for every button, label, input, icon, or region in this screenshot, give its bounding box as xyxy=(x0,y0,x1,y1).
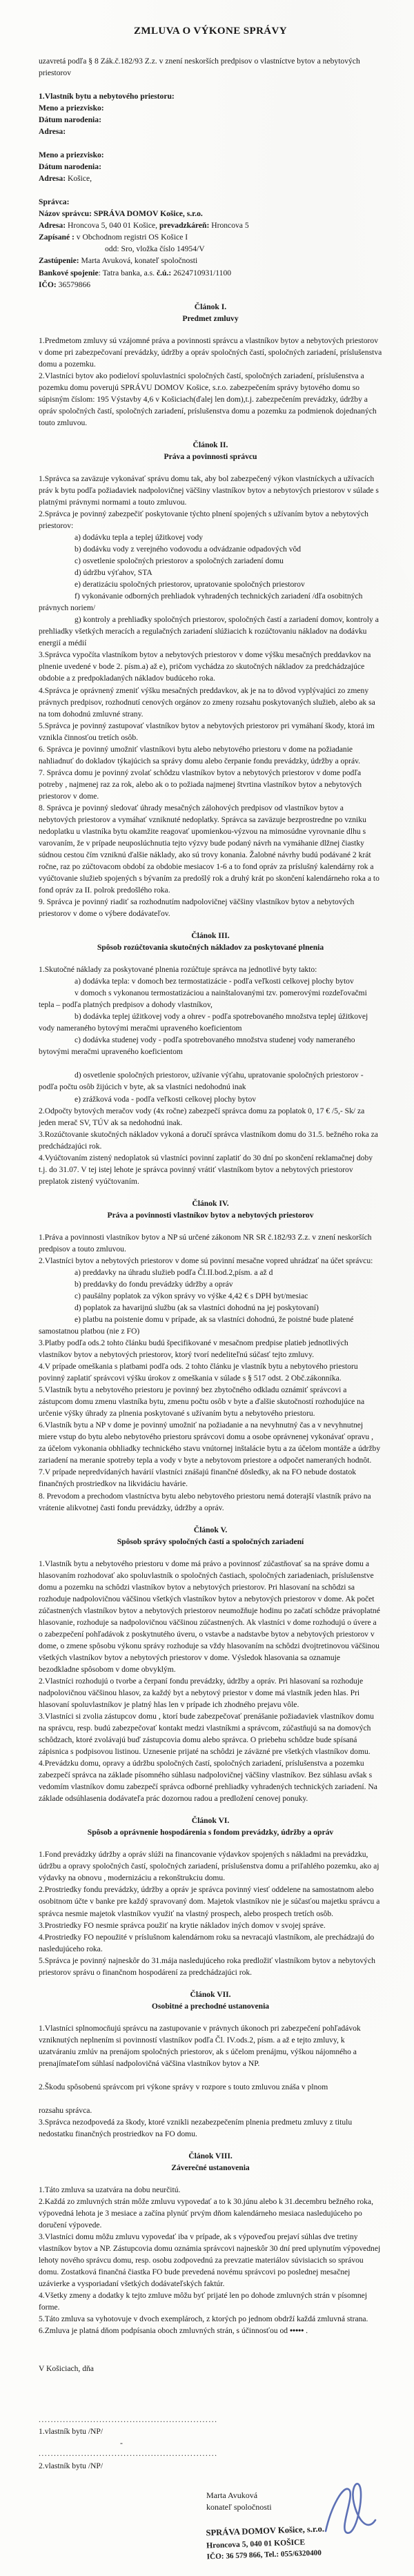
contract-paragraph: b) dodávku vody z verejného vodovodu a odvádzanie odpadových vôd xyxy=(75,545,302,554)
contract-paragraph: 2.Prostriedky fondu prevádzky, údržby a opráv je správca povinný viesť oddelene na samostatnom alebo osobitnom účte v banke pre každý spravovaný dom. Majetok vlastníkov nie je súčasťou majetku správcu a správca nesmie majetok vlastníkov využiť na vlastný prospech, alebo prospech tretích osôb. xyxy=(39,1885,380,1918)
contract-paragraph: 5.Správca je povinný najneskôr do 31.mája nasledujúceho roka predložiť vlastníkom bytov a nebytových priestorov správu o finančnom hospodárení za predchádzajúci rok. xyxy=(39,1955,375,1977)
article-number: Článok V. xyxy=(193,1525,228,1534)
article-5 xyxy=(39,1524,382,1805)
article-body xyxy=(39,473,382,919)
contract-paragraph: 1.Práva a povinnosti vlastníkov bytov a NP sú určené zákonom NR SR č.182/93 Z.z. v znení neskorších predpisov a touto zmluvou. xyxy=(39,1232,372,1253)
spacer xyxy=(39,184,382,196)
party-line: Dátum narodenia: xyxy=(39,162,101,172)
party-line: Zapísané : v Obchodnom registri OS Košice I xyxy=(39,233,188,242)
article-number: Článok VII. xyxy=(190,1989,231,1999)
party-line: Adresa: xyxy=(39,127,66,137)
contract-paragraph: 1.Vlastník bytu a nebytového priestoru v dome má právo a povinnosť zúčastňovať sa na správe domu a hlasovaním rozhodovať ako spoluvlastník o spoločných častiach, spoločných zariadeniach, príslušenstve domu a pozemku na schôdzi vlastníkov bytov a nebytových priestorov. Pri hlasovaní na schôdzi sa rozhoduje nadpolovičnou väčšinou všetkých vlastníkov bytov a nebytových priestorov v dome. Ak počet zúčastnených vlastníkov bytov a nebytových priestorov neumožňuje hodinu po začatí schôdze právoplatné hlasovanie, rozhoduje sa nadpolovičnou väčšinou zúčastnených. Ak vlastníci v dome rozhodujú o úvere a o zabezpečení pohľadávok z poskytnutého úveru, o vstavbe a nadstavbe bytov a nebytových priestorov v dome, o zmene spôsobu výkonu správy rozhoduje sa vždy hlasovaním na schôdzi dvojtretinovou väčšinou všetkých vlastníkov bytov a nebytových priestorov v dome. Výsledok hlasovania sa oznamuje bezodkladne spôsobom v dome obvyklým. xyxy=(39,1559,380,1674)
party-block xyxy=(39,102,382,290)
stamp-address: Hroncova 5, 040 01 KOŠICE xyxy=(206,2537,306,2550)
contract-paragraph: a) dodávka tepla: v domoch bez termostatizácie - podľa veľkosti celkovej plochy bytov xyxy=(75,977,354,986)
contract-paragraph: 5.Správca je povinný zastupovať vlastníkov bytov a nebytových priestorov pri vymáhaní škody, ktorá im vznikla činnosťou tretích osôb. xyxy=(39,721,375,742)
stamp-ico-tel: IČO: 36 579 866, Tel.: 055/6320400 xyxy=(206,2548,322,2561)
owner-section-heading: 1.Vlastník bytu a nebytového priestoru: xyxy=(39,92,175,101)
article-6 xyxy=(39,1815,382,1978)
contract-paragraph: b) preddavky do fondu prevádzky údržby a opráv xyxy=(75,1279,233,1289)
contract-paragraph: 5.Vlastník bytu a nebytového priestoru je povinný bez zbytočného odkladu oznámiť správcovi a zástupcom domu zmenu vlastníka bytu, zmenu počtu osôb v byte a ďalšie skutočností rozhodujúce na určenie výšky úhrady za plnenia poskytované s užívaním bytu a nebytového priestoru. xyxy=(39,1385,365,1418)
contract-paragraph: 1.Predmetom zmluvy sú vzájomné práva a povinnosti správcu a vlastníkov bytov a nebytových priestorov v dome pri zabezpečovaní prevádzky, údržby a opráv spoločných častí, spoločných zariadení, príslušenstva domu a pozemku. xyxy=(39,335,382,369)
party-line: odd: Sro, vložka číslo 14954/V xyxy=(105,244,205,254)
contract-paragraph: 3.Vlastníci si zvolia zástupcov domu , ktorí bude zabezpečovať prenášanie požiadaviek vlastníkov domu na správcu, resp. budú zabezpečovať kontakt medzi vlastníkmi a správcom, zúčastňujú sa na domových schôdzach, ktoré zvolávajú buď zástupcovia domu alebo správca. O priebehu schôdze bude spísaná zápisnica s podpisovou listinou. Uznesenie prijaté na schôdzi je záväzné pre všetkých vlastníkov domu. xyxy=(39,1712,374,1757)
contract-paragraph: 5.Táto zmluva sa vyhotovuje v dvoch exemplároch, z ktorých po jednom obdrží každá zmluvná strana. xyxy=(39,2314,368,2324)
contract-paragraph: 2.Škodu spôsobenú správcom pri výkone správy v rozpore s touto zmluvou znáša v plnom xyxy=(39,2082,328,2091)
article-number: Článok VI. xyxy=(191,1816,230,1826)
document-title: ZMLUVA O VÝKONE SPRÁVY xyxy=(133,26,288,37)
stamp-company-name: SPRÁVA DOMOV Košice, s.r.o. xyxy=(206,2524,325,2538)
article-body xyxy=(39,2184,382,2336)
party-line: Správca: xyxy=(39,197,70,207)
contract-paragraph: 6. Správca je povinný umožniť vlastníkovi bytu alebo nebytového priestoru v dome na požiadanie nahliadnuť do dokladov týkajúcich sa správy domu alebo čerpanie fondu prevádzky, údržby a opráv. xyxy=(39,744,361,765)
contract-paragraph: c) paušálny poplatok za výkon správy vo výške 4,42 € s DPH byt/mesiac xyxy=(75,1291,308,1300)
contract-paragraph: 2.Vlastníci bytov a nebytových priestorov v dome sú povinní mesačne vopred uhrádzať na účet správcu: xyxy=(39,1256,373,1265)
spacer xyxy=(39,79,382,90)
article-4 xyxy=(39,1198,382,1514)
article-3 xyxy=(39,930,382,1187)
article-number: Článok II. xyxy=(193,440,228,449)
place-date-line: V Košiciach, dňa xyxy=(39,2364,94,2374)
article-body xyxy=(39,335,382,429)
contract-paragraph: 4.Správca je oprávnený zmeniť výšku mesačných preddavkov, ak je na to dôvod vyplývajúci zo zmeny právnych predpisov, rozhodnutí cenových orgánov zo zmeny rozsahu poskytovaných služieb, alebo ak sa na tom dohodnú zmluvné strany. xyxy=(39,685,375,719)
article-title: Osobitné a prechodné ustanovenia xyxy=(151,2001,270,2011)
separator-dash: - xyxy=(120,2438,123,2448)
contract-paragraph: e) deratizáciu spoločných priestorov, upratovanie spoločných priestorov xyxy=(75,580,305,589)
article-title: Spôsob správy spoločných častí a spoločných zariadení xyxy=(117,1536,304,1546)
contract-paragraph: 2.Každá zo zmluvných strán môže zmluvu vypovedať a to k 30.júnu alebo k 31.decembru bežného roka, výpovedná lehota je 3 mesiace a začína plynúť prvým dňom kalendárneho mesiaca nasledujúceho po doručení výpovede. xyxy=(39,2197,373,2230)
article-2 xyxy=(39,439,382,919)
article-body xyxy=(39,2022,382,2140)
contract-paragraph: d) údržbu výťahov, STA xyxy=(75,568,152,578)
contract-paragraph: 3.Vlastníci domu môžu zmluvu vypovedať iba v prípade, ak s výpoveďou prejaví súhlas dve tretiny vlastníkov bytov a NP. Zástupcovia domu oznámia správcovi najneskôr 30 dní pred uplynutím výpovednej lehoty nového správcu domu, resp. osobu zodpovednú za prevzatie materiálov súvisiacich so správou domu. Zostatková finančná čiastka FO bude prevedená novému správcovi po poslednej mesačnej uzávierke a vysporiadaní všetkých dodávateľských faktúr. xyxy=(39,2232,381,2289)
closing-block xyxy=(39,2363,382,2559)
contract-paragraph: b) dodávka teplej úžitkovej vody a ohrev - podľa spotrebovaného množstva teplej úžitkovej vody nameraného bytovými meračmi upraveného koeficientom xyxy=(39,1012,368,1033)
contract-paragraph: 7. Správca domu je povinný zvolať schôdzu vlastníkov bytov a nebytových priestorov v dome podľa potreby , najmenej raz za rok, alebo ak o to požiada najmenej štvrtina vlastníkov bytov a nebytových priestorov v dome. xyxy=(39,768,362,801)
contract-paragraph: 4.Všetky zmeny a dodatky k tejto zmluve môžu byť prijaté len po dohode zmluvných strán v písomnej forme. xyxy=(39,2291,368,2312)
contract-paragraph: 7.V prípade nepredvídaných havárií vlastníci znášajú finančné dôsledky, ak na FO nebude dostatok finančných prostriedkov na likvidáciu havárie. xyxy=(39,1467,357,1489)
contract-paragraph: 2.Správca je povinný zabezpečiť poskytovanie týchto plnení spojených s užívaním bytov a nebytových priestorov: xyxy=(39,509,368,531)
party-line: Bankové spojenie: Tatra banka, a.s. č.ú.: 2624710931/1100 xyxy=(39,268,232,277)
manager-signature-area xyxy=(206,2490,382,2559)
spacer xyxy=(39,137,382,149)
contract-paragraph: a) dodávku tepla a teplej úžitkovej vody xyxy=(75,533,204,543)
party-line: Dátum narodenia: xyxy=(39,115,101,125)
signature-line-1: ........................................................... xyxy=(39,2414,218,2424)
article-title: Spôsob rozúčtovania skutočných nákladov za poskytované plnenia xyxy=(97,943,324,953)
document-subtitle: uzavretá podľa § 8 Zák.č.182/93 Z.z. v znení neskorších predpisov o vlastníctve bytov a nebytových priestorov xyxy=(39,57,360,78)
contract-paragraph: 3.Prostriedky FO nesmie správca použiť na krytie nákladov iných domov v svojej správe. xyxy=(39,1920,326,1930)
article-body xyxy=(39,1558,382,1805)
owner-signature-area xyxy=(39,2414,225,2472)
contract-paragraph: d) osvetlenie spoločných priestorov, užívanie výťahu, upratovanie spoločných priestorov - podľa počtu osôb žijúcich v byte, ak sa vlastníci nedohodnú inak xyxy=(39,1071,364,1092)
contract-paragraph: 3.Správca vypočíta vlastníkom bytov a nebytových priestorov v dome výšku mesačných preddavkov na plnenie uvedené v bode 2. písm.a) až e), pričom vychádza zo skutočných nákladov za predchádzajúce obdobie a z predpokladaných nákladov budúceho roka. xyxy=(39,650,371,683)
party-line: Meno a priezvisko: xyxy=(39,104,104,113)
contract-paragraph: 6.Vlastník bytu a NP v dome je povinný umožniť na požiadanie a na nevyhnutný čas a v nevyhnutnej miere vstup do bytu alebo nebytového priestoru správcovi domu a osobe oprávnenej vykonávať opravu , za účelom vykonania obhliadky technického stavu vnútornej inštalácie bytu a za účelom montáže a údržby zariadení na meranie spotreby tepla a vody v byte a nebytovom priestore a odpočet nameraných hodnôt. xyxy=(39,1421,381,1465)
contract-paragraph: 4.Prostriedky FO nepoužité v príslušnom kalendárnom roku sa nevracajú vlastníkom, ale prechádzajú do nasledujúceho roka. xyxy=(39,1932,375,1953)
company-stamp xyxy=(206,2520,383,2562)
party-line: Meno a priezvisko: xyxy=(39,150,104,160)
contract-paragraph: c) osvetlenie spoločných priestorov a spoločných zariadení domu xyxy=(75,556,284,566)
contract-paragraph: 1.Skutočné náklady za poskytované plnenia rozúčtuje správca na jednotlivé byty takto: xyxy=(39,965,317,975)
article-body xyxy=(39,1848,382,1978)
article-1 xyxy=(39,301,382,429)
contract-paragraph: e) platbu na poistenie domu v prípade, ak sa vlastníci dohodnú, že poistné bude platené samostatnou platbou (nie z FO) xyxy=(39,1315,354,1336)
contract-paragraph: f) vykonávanie odborných prehliadok vyhradených technických zariadení /dľa osobitných právnych noriem/ xyxy=(39,592,363,613)
contract-paragraph: 4.Prevádzku domu, opravy a údržbu spoločných častí, spoločných zariadení, príslušenstva a pozemku zabezpečí správca na základe písomného súhlasu nadpolovičnej väčšiny vlastníkov. Bez súhlasu avšak s vedomím vlastníkov domu zabezpečí správca odborné prehliadky vyhradených technických zariadení. Na základe odsúhlasenia dodávateľa prác dozornou radou a predložení cenovej ponuky. xyxy=(39,1759,377,1804)
contract-paragraph: 4.V prípade omeškania s platbami podľa ods. 2 tohto článku je vlastník bytu a nebytového priestoru povinný zaplatiť správcovi výšku úrokov z omeškania v súlade s § 517 odst. 2 Obč.zákonníka. xyxy=(39,1362,358,1383)
party-line: Adresa: Košice, xyxy=(39,174,92,184)
article-body xyxy=(39,964,382,1187)
article-body xyxy=(39,1231,382,1514)
signature-label-2: 2.vlastník bytu /NP/ xyxy=(39,2461,103,2470)
article-title: Práva a povinnosti vlastníkov bytov a nebytových priestorov xyxy=(107,1210,314,1220)
contract-paragraph: v domoch s vykonanou termostatizáciou a nainštalovanými tzv. pomerovými rozdeľovačmi tepla – podľa platných predpisov a dohody vlastníkov, xyxy=(39,988,367,1010)
article-title: Záverečné ustanovenia xyxy=(171,2163,250,2173)
article-number: Článok VIII. xyxy=(188,2151,233,2161)
contract-paragraph: 1.Správca sa zaväzuje vykonávať správu domu tak, aby bol zabezpečený výkon vlastníckych a užívacích práv k bytu podľa požiadaviek nadpolovičnej väčšiny vlastníkov bytov a nebytových priestorov v súlade s platnými právnymi normami a touto zmluvou. xyxy=(39,474,379,507)
article-number: Článok III. xyxy=(191,931,230,941)
party-line: Názov správcu: SPRÁVA DOMOV Košice, s.r.o. xyxy=(39,209,203,219)
article-number: Článok I. xyxy=(194,302,227,311)
contract-paragraph: 3.Platby podľa ods.2 tohto článku budú špecifikované v mesačnom predpise platieb jednotlivých vlastníkov bytov a nebytových priestorov, ktorý tvorí nedeliteľnú súčasť tejto zmluvy. xyxy=(39,1338,348,1360)
contract-paragraph: 1.Vlastníci splnomocňujú správcu na zastupovanie v právnych úkonoch pri zabezpečení pohľadávok vzniknutých neplnením si povinností vlastníkov podľa Čl. IV.ods.2, písm. a až e tejto zmluvy, k uzatváraniu zmlúv na prenájom spoločných priestorov, ak s účelom prenájmu, výškou nájomného a prenajímateľom súhlasí nadpolovičná väčšina vlastníkov bytov a NP. xyxy=(39,2023,361,2068)
party-line: IČO: 36579866 xyxy=(39,280,91,289)
representative-role: konateľ spoločnosti xyxy=(206,2502,272,2512)
contract-paragraph: e) zrážková voda - podľa veľkosti celkovej plochy bytov xyxy=(75,1094,257,1104)
signature-line-2: ........................................................... xyxy=(39,2449,218,2459)
contract-paragraph: 3.Správca nezodpovedá za škody, ktoré vznikli nezabezpečením plnenia predmetu zmluvy z titulu nedostatku finančných prostriedkov na FO domu. xyxy=(39,2117,353,2138)
contract-paragraph: 3.Rozúčtovanie skutočných nákladov vykoná a doručí správca vlastníkom domu do 31.5. bežného roka za predchádzajúci rok. xyxy=(39,1129,378,1151)
contract-paragraph: 2.Vlastníci bytov ako podieloví spoluvlastníci spoločných častí, spoločných zariadení, príslušenstva a pozemku domu poverujú SPRÁVU DOMOV Košice, s.r.o. zabezpečením správy bytového domu so súpisným číslom: 195 Výstavby 4,6 v Košiciach(ďalej len dom),t.j. zabezpečením prevádzky, údržby a opráv spoločných častí, spoločných zariadení, príslušenstva domu a pozemku za podmienok dojednaných touto zmluvou. xyxy=(39,371,377,427)
contract-paragraph: 1.Fond prevádzky údržby a opráv slúži na financovanie výdavkov spojených s nákladmi na prevádzku, údržbu a opravy spoločných častí, spoločných zariadení, príslušenstva domu a priľahlého pozemku, ako aj výdavky na obnovu , modernizáciu a rekonštrukciu domu. xyxy=(39,1850,379,1883)
article-number: Článok IV. xyxy=(192,1198,229,1208)
signature-label-1: 1.vlastník bytu /NP/ xyxy=(39,2426,103,2436)
contract-paragraph: 2.Odpočty bytových meračov vody (4x ročne) zabezpečí správca domu za poplatok 0, 17 € /5,- Sk/ za jeden merač SV, TÚV ak sa nedohodnú inak. xyxy=(39,1106,365,1127)
representative-name: Marta Avuková xyxy=(206,2490,258,2500)
contract-paragraph: 2.Vlastníci rozhodujú o tvorbe a čerpaní fondu prevádzky, údržby a opráv. Pri hlasovaní sa rozhoduje nadpolovičnou väčšinou hlasov, za každý byt a nebytový priestor v dome má vlastník jeden hlas. Pri hlasovaní spoluvlastníkov je platný hlas len v prípade ich zhodného prejavu vôle. xyxy=(39,1676,364,1710)
contract-paragraph: 4.Vyúčtovaním zistený nedoplatok sú vlastníci povinní zaplatiť do 30 dní po skončení reklamačnej doby t.j. do 31.07. V tej istej lehote je správca povinný vrátiť vlastníkom bytov a nebytových priestorov preplatok zistený vyúčtovaním. xyxy=(39,1153,373,1186)
contract-paragraph: a) preddavky na úhradu služieb podľa Čl.II.bod.2,písm. a až d xyxy=(75,1267,273,1277)
article-title: Práva a povinnosti správcu xyxy=(164,451,257,461)
party-line: Zastúpenie: Marta Avuková, konateľ spoločnosti xyxy=(39,256,198,266)
contract-paragraph: 8. Správca je povinný sledovať úhrady mesačných zálohových predpisov od vlastníkov bytov a nebytových priestorov a vymáhať vzniknuté nedoplatky. Správca sa zaväzuje bezprostredne po vzniku nedoplatku u vlastníka bytu okamžite reagovať upomienkou-výzvou na mimosúdne vyrovnanie dlhu s varovaním, že v prípade neuposlúchnutia tejto výzvy bude podaný návrh na vymáhanie dlžnej čiastky súdnou cestou čím vzniknú ďalšie náklady, ako sú trovy konania. Žalobné návrhy budú podávané 2 krát ročne, raz po zúčtovacom období za obdobie mesiacov 1-6 a to fond opráv za príslušný kalendárny rok a vyúčtovanie služieb spojených s bývaním za predošlý rok a druhý krát po skončení kalendárneho roka a to fond opráv za II. polrok predošlého roka. xyxy=(39,803,379,895)
article-title: Predmet zmluvy xyxy=(182,313,239,323)
contract-paragraph: d) poplatok za havarijnú službu (ak sa vlastníci dohodnú na jej poskytovaní) xyxy=(75,1303,319,1313)
contract-paragraph: 1.Táto zmluva sa uzatvára na dobu neurčitú. xyxy=(39,2185,181,2195)
contract-paragraph: c) dodávka studenej vody - podľa spotrebovaného množstva studenej vody nameraného bytovými meračmi upraveného koeficientom xyxy=(39,1035,355,1057)
article-title: Spôsob a oprávnenie hospodárenia s fondom prevádzky, údržby a opráv xyxy=(87,1828,334,1837)
contract-paragraph: 8. Prevodom a prechodom vlastníctva bytu alebo nebytového priestoru nemá doterajší vlastník právo na vrátenie alikvotnej časti fondu prevádzky, údržby a opráv. xyxy=(39,1491,371,1512)
contract-paragraph: 9. Správca je povinný riadiť sa rozhodnutím nadpolovičnej väčšiny vlastníkov bytov a nebytových priestorov v dome o výbere dodávateľov. xyxy=(39,897,355,919)
contract-paragraph: 6.Zmluva je platná dňom podpísania oboch zmluvných strán, s účinnosťou od ••••• . xyxy=(39,2326,308,2336)
contract-paragraph: g) kontroly a prehliadky spoločných priestorov, spoločných častí a zariadení domov, kontroly a prehliadky všetkých meracích a regulačných zariadení slúžiacich k rozúčtovaniu nákladov na dodávku energií a médií xyxy=(39,615,379,648)
party-line: Adresa: Hroncova 5, 040 01 Košice, prevadzkáreň: Hroncova 5 xyxy=(39,221,249,231)
article-7 xyxy=(39,1989,382,2140)
article-8 xyxy=(39,2150,382,2336)
contract-paragraph: rozsahu správca. xyxy=(39,2105,92,2115)
